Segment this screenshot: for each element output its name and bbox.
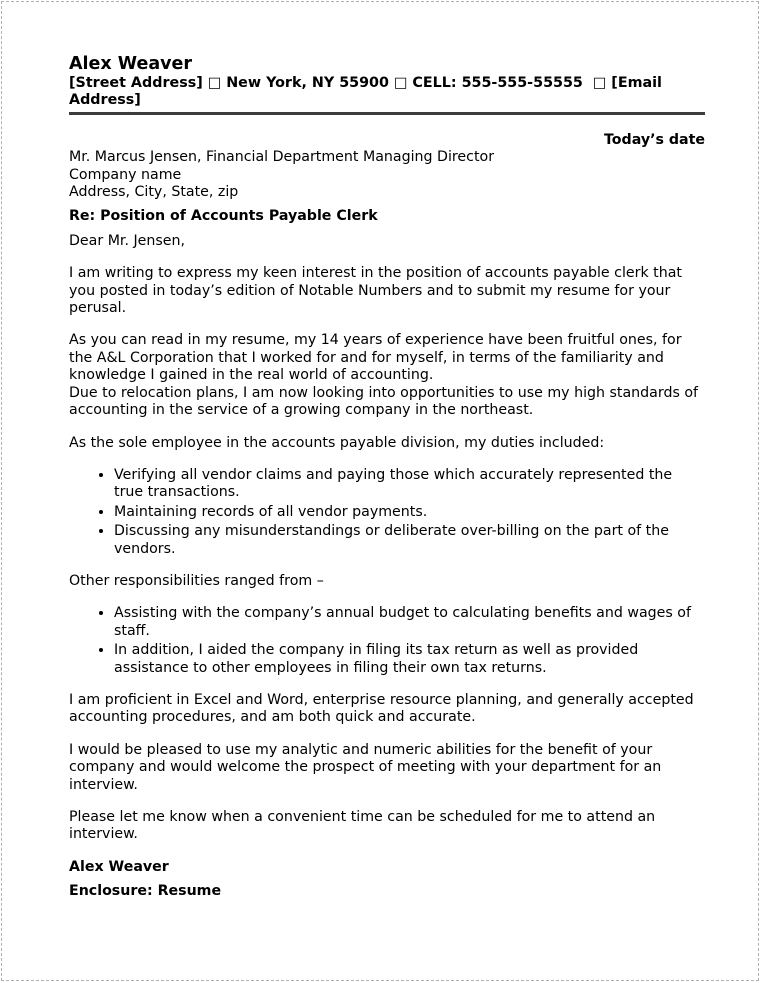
recipient-address: Address, City, State, zip — [69, 184, 239, 201]
list-item: • Assisting with the company’s annual budget to calculating benefits and wages of staff. — [114, 605, 705, 640]
sender-address: [Street Address] □ New York, NY 55900 □ CELL: 555-555-55555 □ [Email Address] — [69, 75, 662, 109]
recipient-name-title: Mr. Marcus Jensen, Financial Department Managing Director — [69, 149, 495, 166]
recipient-company: Company name — [69, 166, 182, 183]
duties-list — [69, 467, 705, 558]
letter-content — [69, 54, 705, 901]
skills-paragraph: I am proficient in Excel and Word, enterprise resource planning, and generally accepted accounting procedures, and am both quick and accurate. — [69, 691, 694, 726]
duties-intro-paragraph: As the sole employee in the accounts payable division, my duties included: — [69, 434, 605, 451]
relocation-paragraph: Due to relocation plans, I am now looking into opportunities to use my high standards of accounting in the service of a growing company in the northeast. — [69, 384, 699, 419]
letter-page — [1, 1, 759, 981]
list-item: • Verifying all vendor claims and paying those which accurately represented the true transactions. — [114, 467, 705, 502]
interest-paragraph: I would be pleased to use my analytic and numeric abilities for the benefit of your company and would welcome the prospect of meeting with your department for an interview. — [69, 741, 662, 793]
experience-paragraph: As you can read in my resume, my 14 years of experience have been fruitful ones, for the A&L Corporation that I worked for and for myself, in terms of the familiarity and knowledge I gained in the real world of accounting. — [69, 332, 682, 384]
list-item: • In addition, I aided the company in filing its tax return as well as provided assistance to other employees in filing their own tax returns. — [114, 642, 705, 677]
signature-name: Alex Weaver — [69, 858, 169, 875]
greeting: Dear Mr. Jensen, — [69, 232, 186, 249]
list-item: • Maintaining records of all vendor payments. — [114, 504, 705, 521]
other-responsibilities-intro: Other responsibilities ranged from – — [69, 572, 324, 589]
intro-paragraph: I am writing to express my keen interest in the position of accounts payable clerk that you posted in today’s edition of Notable Numbers and to submit my resume for your perusal. — [69, 265, 682, 317]
closing-paragraph: Please let me know when a convenient time can be scheduled for me to attend an interview. — [69, 809, 656, 843]
list-item: • Discussing any misunderstandings or deliberate over-billing on the part of the vendors. — [114, 523, 705, 558]
enclosure-line: Enclosure: Resume — [69, 883, 222, 900]
other-responsibilities-list — [69, 605, 705, 677]
sender-name: Alex Weaver — [69, 54, 193, 74]
header-divider — [69, 112, 705, 115]
recipient-block — [69, 149, 705, 201]
letter-date: Today’s date — [604, 131, 705, 148]
subject-line: Re: Position of Accounts Payable Clerk — [69, 208, 378, 225]
